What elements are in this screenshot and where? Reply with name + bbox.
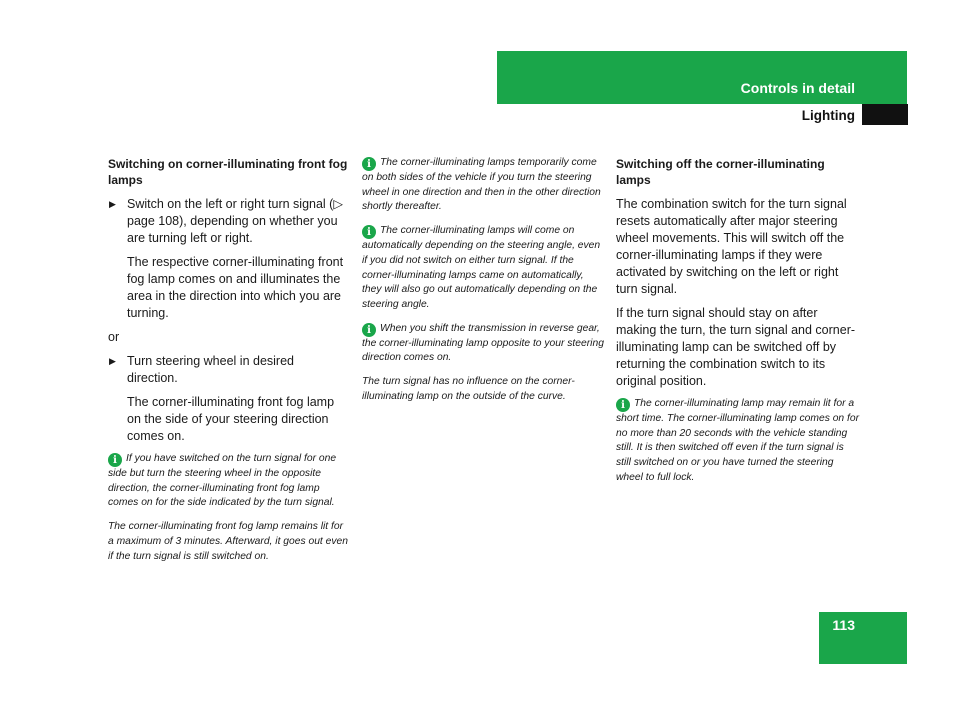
info-note (362, 322, 604, 366)
section-title: Lighting (801, 108, 855, 123)
bullet-arrow-icon: ▶ (109, 199, 116, 209)
or-text: or (108, 330, 120, 344)
step-result: The respective corner-illuminating front fog lamp comes on and illuminates the area in the direction into which you are turning. (127, 255, 344, 320)
column-left (108, 156, 348, 573)
note-text: The corner-illuminating front fog lamp remains lit for a maximum of 3 minutes. Afterward, it goes out even if the turn signal is still switched on. (108, 521, 348, 562)
note-text: The corner-illuminating lamps temporarily come on both sides of the vehicle if you turn the steering wheel in one direction and then in the other direction shortly thereafter. (362, 157, 601, 213)
step-text: Turn steering wheel in desired direction. (127, 354, 294, 385)
info-note (616, 397, 860, 486)
column-middle (362, 156, 604, 413)
heading-switching-on: Switching on corner-illuminating front fog lamps (108, 157, 348, 187)
paragraph: The combination switch for the turn signal resets automatically after major steering wheel movements. This will switch off the corner-illuminating lamps if they were activated by switching on the left or right turn signal. (616, 197, 847, 296)
step-result: The corner-illuminating front fog lamp on the side of your steering direction comes on. (127, 395, 335, 443)
page-number: 113 (832, 617, 855, 633)
note-text: If you have switched on the turn signal for one side but turn the steering wheel in the opposite direction, the corner-illuminating front fog lamp comes on for the side indicated by the turn signal. (108, 453, 337, 509)
note-text: The corner-illuminating lamp may remain lit for a short time. The corner-illuminating lamp comes on for no more than 20 seconds with the vehicle standing still. It is then switched off even if the turn signal is still switched on or you have turned the steering wheel to full lock. (616, 398, 860, 483)
info-icon: i (362, 157, 376, 171)
step-steering-wheel (108, 353, 348, 387)
info-note (108, 452, 348, 511)
info-note (362, 224, 604, 313)
note-text: The turn signal has no influence on the corner-illuminating lamp on the outside of the curve. (362, 376, 575, 402)
paragraph: If the turn signal should stay on after making the turn, the turn signal and corner-illuminating lamp can be switched off by returning the combination switch to its original position. (616, 306, 856, 388)
step-text: Switch on the left or right turn signal (▷ page 108), depending on whether you are turning left or right. (127, 197, 343, 245)
note-text: The corner-illuminating lamps will come on automatically depending on the steering angle, even if you did not switch on either turn signal. If the corner-illuminating lamps came on automatically, they will also go out automatically depending on the steering angle. (362, 225, 601, 310)
bullet-arrow-icon: ▶ (109, 356, 116, 366)
column-right (616, 156, 860, 495)
chapter-title: Controls in detail (740, 80, 855, 96)
info-icon: i (616, 398, 630, 412)
heading-switching-off: Switching off the corner-illuminating lamps (616, 157, 825, 187)
page-number-box (819, 612, 907, 664)
header-band (497, 51, 907, 104)
info-icon: i (362, 225, 376, 239)
step-turn-signal (108, 196, 348, 247)
note-text: When you shift the transmission in reverse gear, the corner-illuminating lamp opposite to your steering direction comes on. (362, 322, 604, 364)
section-marker (862, 104, 908, 125)
info-note (362, 156, 604, 215)
info-icon: i (362, 323, 376, 337)
info-icon: i (108, 453, 122, 467)
